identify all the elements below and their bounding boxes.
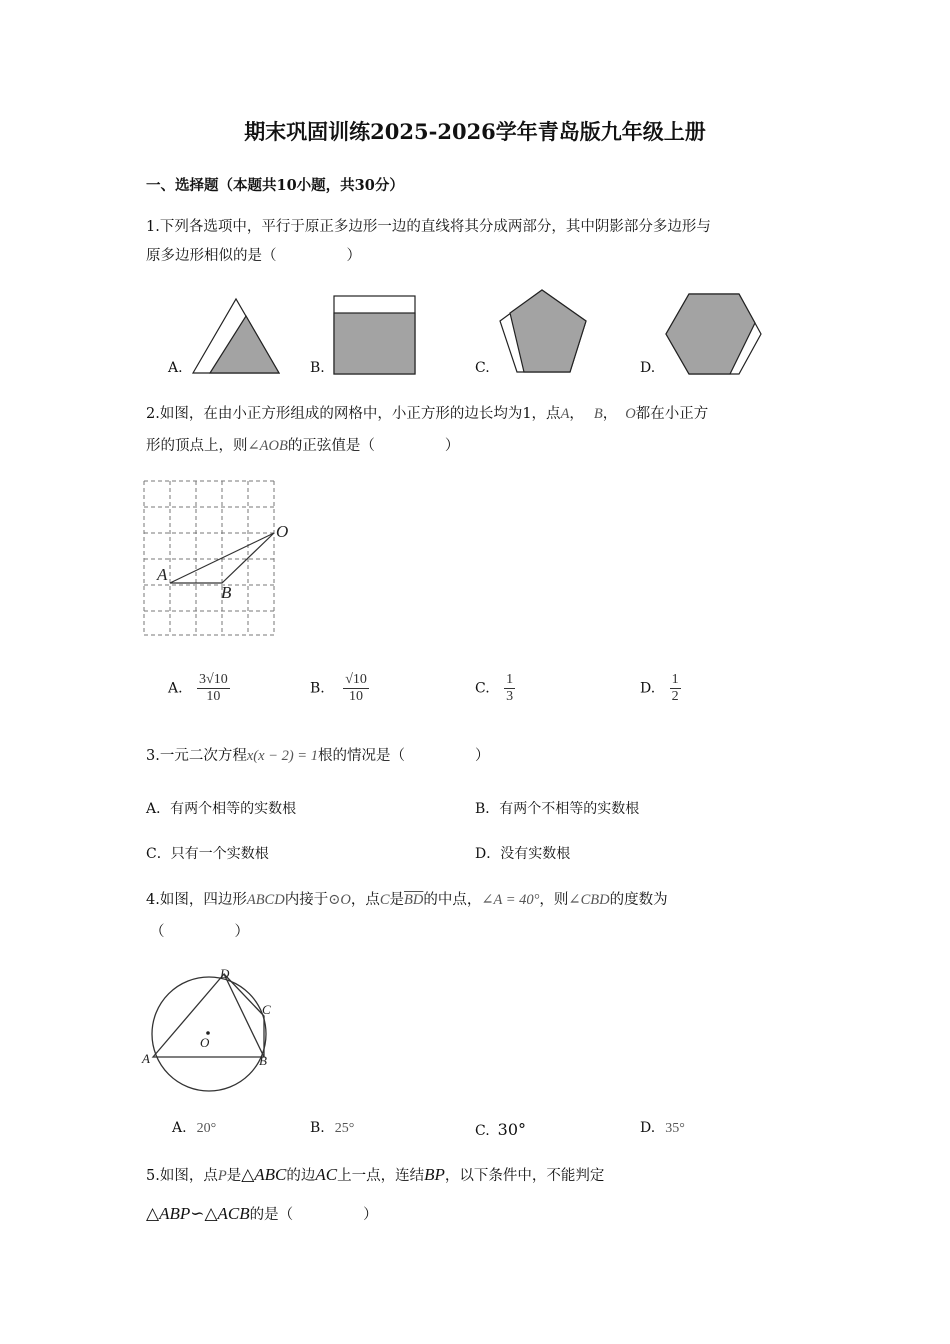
- q3-option-c[interactable]: C．只有一个实数根: [146, 846, 269, 862]
- q2-stem-line2: 形的顶点上，则∠AOB的正弦值是（ ）: [146, 438, 460, 454]
- q4-circle-figure: [140, 962, 280, 1094]
- q3-option-b[interactable]: B．有两个不相等的实数根: [475, 801, 640, 817]
- q4-label-c: C: [262, 1002, 271, 1017]
- q1-figure-d: [663, 292, 763, 376]
- q4-option-a[interactable]: A. 20°: [172, 1120, 217, 1136]
- q1-figure-a: [190, 296, 285, 376]
- q2-option-d[interactable]: D. $\frac{1}{2}$: [640, 672, 679, 704]
- q4-option-d[interactable]: D. 35°: [640, 1120, 685, 1136]
- q2-option-a[interactable]: A. $\frac{3√10}{10}$: [168, 672, 228, 704]
- q4-label-b: B: [259, 1053, 267, 1068]
- q1-option-c-label[interactable]: C.: [475, 360, 490, 376]
- section-heading: 一、选择题（本题共10小题，共30分）: [146, 177, 404, 194]
- q1-option-b-label[interactable]: B.: [310, 360, 325, 376]
- q2-label-o: O: [276, 522, 289, 541]
- q5-stem-line2: △ABP∽△ACB的是（ ）: [146, 1204, 378, 1223]
- q3-option-a[interactable]: A．有两个相等的实数根: [146, 801, 297, 817]
- q3-stem: 3.一元二次方程x(x − 2) = 1根的情况是（ ）: [146, 748, 490, 764]
- q2-stem-line1: 2.如图，在由小正方形组成的网格中，小正方形的边长均为1，点A， B， O都在小正方: [146, 406, 709, 422]
- q1-figure-b: [332, 294, 418, 376]
- page-title: 期末巩固训练2025-2026学年青岛版九年级上册: [244, 119, 706, 144]
- q3-option-d[interactable]: D．没有实数根: [475, 846, 571, 862]
- q4-stem-line1: 4.如图，四边形ABCD内接于⊙O，点C是$\overline{BD}$的中点，∠A = 40°，则∠CBD的度数为: [146, 892, 668, 908]
- q4-label-o: O: [200, 1035, 210, 1050]
- q1-stem-line1: 1.下列各选项中，平行于原正多边形一边的直线将其分成两部分，其中阴影部分多边形与: [146, 219, 711, 235]
- q2-option-c[interactable]: C. $\frac{1}{3}$: [475, 672, 514, 704]
- q4-stem-line2: （ ）: [150, 924, 249, 940]
- q4-label-a: A: [142, 1051, 150, 1066]
- q1-option-d-label[interactable]: D.: [640, 360, 656, 376]
- q4-option-b[interactable]: B. 25°: [310, 1120, 355, 1136]
- q2-option-b[interactable]: B. $\frac{√10}{10}$: [310, 672, 367, 704]
- q1-stem-line2: 原多边形相似的是（ ）: [146, 248, 361, 264]
- q2-label-a: A: [157, 565, 168, 584]
- q1-figure-c: [498, 288, 590, 376]
- q2-label-b: B: [221, 583, 232, 602]
- q4-option-c[interactable]: C. 30°: [475, 1120, 527, 1139]
- q4-label-d: D: [220, 966, 230, 981]
- q5-stem-line1: 5.如图，点P是△ABC的边AC上一点，连结BP，以下条件中，不能判定: [146, 1165, 605, 1184]
- q2-grid-figure: [140, 476, 300, 640]
- q1-option-a-label[interactable]: A.: [168, 360, 183, 376]
